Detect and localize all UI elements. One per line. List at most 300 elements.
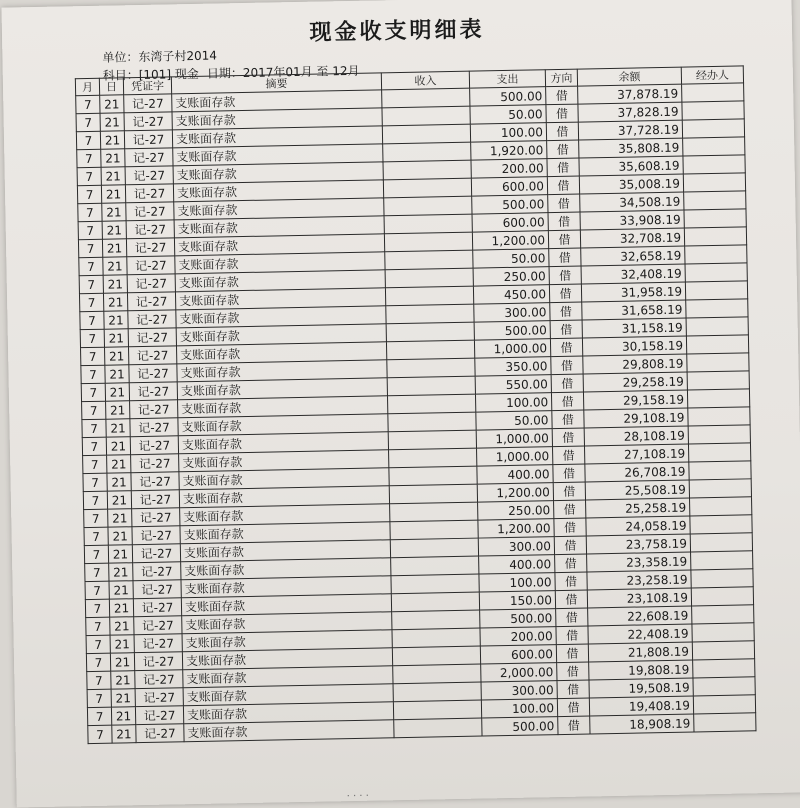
voucher-cell: 记-27 bbox=[132, 508, 180, 527]
income-cell bbox=[384, 196, 472, 216]
expense-cell: 50.00 bbox=[473, 249, 549, 268]
direction-cell: 借 bbox=[546, 122, 578, 141]
summary-cell: 支账面存款 bbox=[183, 684, 393, 706]
month-cell: 7 bbox=[77, 149, 101, 167]
balance-cell: 24,058.19 bbox=[586, 516, 690, 536]
income-cell bbox=[389, 484, 477, 504]
column-header: 摘要 bbox=[171, 73, 381, 94]
expense-cell: 400.00 bbox=[477, 465, 553, 484]
direction-cell: 借 bbox=[548, 212, 580, 231]
expense-cell: 350.00 bbox=[475, 357, 551, 376]
income-cell bbox=[385, 286, 473, 306]
income-cell bbox=[389, 466, 477, 486]
handler-cell bbox=[690, 515, 752, 534]
month-cell: 7 bbox=[81, 347, 105, 365]
summary-cell: 支账面存款 bbox=[179, 468, 389, 490]
income-cell bbox=[383, 178, 471, 198]
income-cell bbox=[391, 556, 479, 576]
summary-cell: 支账面存款 bbox=[178, 432, 388, 454]
day-cell: 21 bbox=[104, 311, 128, 329]
month-cell: 7 bbox=[86, 653, 110, 671]
direction-cell: 借 bbox=[550, 302, 582, 321]
month-cell: 7 bbox=[82, 419, 106, 437]
voucher-cell: 记-27 bbox=[128, 310, 176, 329]
income-cell bbox=[394, 718, 482, 738]
balance-cell: 25,508.19 bbox=[585, 480, 689, 500]
balance-cell: 23,258.19 bbox=[587, 570, 691, 590]
voucher-cell: 记-27 bbox=[127, 274, 175, 293]
balance-cell: 31,658.19 bbox=[582, 300, 686, 320]
day-cell: 21 bbox=[101, 149, 125, 167]
balance-cell: 35,008.19 bbox=[579, 174, 683, 194]
handler-cell bbox=[689, 479, 751, 498]
voucher-cell: 记-27 bbox=[124, 112, 172, 131]
month-cell: 7 bbox=[80, 329, 104, 347]
voucher-cell: 记-27 bbox=[124, 94, 172, 113]
voucher-cell: 记-27 bbox=[126, 202, 174, 221]
expense-cell: 250.00 bbox=[473, 267, 549, 286]
balance-cell: 23,108.19 bbox=[587, 588, 691, 608]
day-cell: 21 bbox=[106, 419, 130, 437]
income-cell bbox=[392, 646, 480, 666]
handler-cell bbox=[685, 281, 747, 300]
balance-cell: 35,808.19 bbox=[579, 138, 683, 158]
balance-cell: 27,108.19 bbox=[584, 444, 688, 464]
day-cell: 21 bbox=[103, 293, 127, 311]
column-header: 日 bbox=[99, 78, 123, 95]
summary-cell: 支账面存款 bbox=[174, 198, 384, 220]
day-cell: 21 bbox=[111, 671, 135, 689]
page-title: 现金收支明细表 bbox=[309, 17, 485, 46]
direction-cell: 借 bbox=[549, 248, 581, 267]
expense-cell: 300.00 bbox=[478, 537, 554, 556]
expense-cell: 250.00 bbox=[478, 501, 554, 520]
direction-cell: 借 bbox=[554, 500, 586, 519]
income-cell bbox=[388, 412, 476, 432]
income-cell bbox=[386, 340, 474, 360]
balance-cell: 25,258.19 bbox=[586, 498, 690, 518]
summary-cell: 支账面存款 bbox=[172, 108, 382, 130]
expense-cell: 100.00 bbox=[470, 123, 546, 142]
balance-cell: 34,508.19 bbox=[580, 192, 684, 212]
expense-cell: 50.00 bbox=[476, 411, 552, 430]
balance-cell: 21,808.19 bbox=[588, 642, 692, 662]
summary-cell: 支账面存款 bbox=[180, 522, 390, 544]
balance-cell: 19,408.19 bbox=[589, 696, 693, 716]
direction-cell: 借 bbox=[546, 104, 578, 123]
voucher-cell: 记-27 bbox=[131, 472, 179, 491]
handler-cell bbox=[692, 605, 754, 624]
month-cell: 7 bbox=[85, 599, 109, 617]
expense-cell: 1,200.00 bbox=[478, 519, 554, 538]
direction-cell: 借 bbox=[553, 464, 585, 483]
month-cell: 7 bbox=[79, 293, 103, 311]
direction-cell: 借 bbox=[556, 626, 588, 645]
day-cell: 21 bbox=[111, 689, 135, 707]
day-cell: 21 bbox=[108, 527, 132, 545]
handler-cell bbox=[683, 137, 745, 156]
income-cell bbox=[387, 358, 475, 378]
direction-cell: 借 bbox=[557, 698, 589, 717]
voucher-cell: 记-27 bbox=[125, 184, 173, 203]
handler-cell bbox=[684, 227, 746, 246]
subject-label: 科目：[101] 现金 bbox=[102, 66, 200, 83]
direction-cell: 借 bbox=[550, 338, 582, 357]
handler-cell bbox=[693, 677, 755, 696]
balance-cell: 29,108.19 bbox=[584, 408, 688, 428]
month-cell: 7 bbox=[82, 437, 106, 455]
column-header: 支出 bbox=[469, 70, 545, 88]
direction-cell: 借 bbox=[550, 320, 582, 339]
day-cell: 21 bbox=[105, 365, 129, 383]
direction-cell: 借 bbox=[555, 590, 587, 609]
expense-cell: 300.00 bbox=[481, 681, 557, 700]
handler-cell bbox=[685, 245, 747, 264]
handler-cell bbox=[691, 587, 753, 606]
handler-cell bbox=[691, 569, 753, 588]
summary-cell: 支账面存款 bbox=[182, 612, 392, 634]
voucher-cell: 记-27 bbox=[136, 724, 184, 743]
income-cell bbox=[386, 304, 474, 324]
summary-cell: 支账面存款 bbox=[179, 450, 389, 472]
day-cell: 21 bbox=[102, 221, 126, 239]
unit-label: 单位：东湾子村2014 bbox=[102, 48, 218, 65]
summary-cell: 支账面存款 bbox=[178, 396, 388, 418]
summary-cell: 支账面存款 bbox=[181, 576, 391, 598]
month-cell: 7 bbox=[80, 311, 104, 329]
balance-cell: 29,258.19 bbox=[583, 372, 687, 392]
month-cell: 7 bbox=[81, 365, 105, 383]
summary-cell: 支账面存款 bbox=[177, 378, 387, 400]
day-cell: 21 bbox=[100, 131, 124, 149]
income-cell bbox=[392, 628, 480, 648]
income-cell bbox=[389, 448, 477, 468]
summary-cell: 支账面存款 bbox=[181, 594, 391, 616]
month-cell: 7 bbox=[87, 671, 111, 689]
income-cell bbox=[390, 520, 478, 540]
summary-cell: 支账面存款 bbox=[172, 90, 382, 112]
expense-cell: 1,000.00 bbox=[477, 447, 553, 466]
date-range: 日期：2017年01月 至 12月 bbox=[206, 63, 360, 81]
direction-cell: 借 bbox=[552, 428, 584, 447]
expense-cell: 450.00 bbox=[473, 285, 549, 304]
handler-cell bbox=[686, 299, 748, 318]
voucher-cell: 记-27 bbox=[128, 328, 176, 347]
income-cell bbox=[385, 268, 473, 288]
voucher-cell: 记-27 bbox=[131, 490, 179, 509]
handler-cell bbox=[682, 101, 744, 120]
expense-cell: 50.00 bbox=[470, 105, 546, 124]
handler-cell bbox=[688, 443, 750, 462]
column-header: 收入 bbox=[381, 71, 469, 90]
handler-cell bbox=[684, 191, 746, 210]
direction-cell: 借 bbox=[552, 446, 584, 465]
day-cell: 21 bbox=[109, 581, 133, 599]
summary-cell: 支账面存款 bbox=[175, 288, 385, 310]
summary-cell: 支账面存款 bbox=[182, 630, 392, 652]
direction-cell: 借 bbox=[549, 284, 581, 303]
expense-cell: 1,200.00 bbox=[472, 231, 548, 250]
voucher-cell: 记-27 bbox=[127, 256, 175, 275]
balance-cell: 32,408.19 bbox=[581, 264, 685, 284]
expense-cell: 300.00 bbox=[474, 303, 550, 322]
voucher-cell: 记-27 bbox=[135, 670, 183, 689]
income-cell bbox=[390, 538, 478, 558]
month-cell: 7 bbox=[83, 491, 107, 509]
direction-cell: 借 bbox=[549, 266, 581, 285]
column-header: 凭证字 bbox=[123, 77, 171, 95]
month-cell: 7 bbox=[76, 113, 100, 131]
expense-cell: 1,920.00 bbox=[471, 141, 547, 160]
day-cell: 21 bbox=[108, 545, 132, 563]
handler-cell bbox=[689, 461, 751, 480]
direction-cell: 借 bbox=[551, 356, 583, 375]
expense-cell: 600.00 bbox=[471, 177, 547, 196]
expense-cell: 550.00 bbox=[475, 375, 551, 394]
month-cell: 7 bbox=[83, 473, 107, 491]
direction-cell: 借 bbox=[558, 716, 590, 735]
summary-cell: 支账面存款 bbox=[174, 234, 384, 256]
summary-cell: 支账面存款 bbox=[183, 702, 393, 724]
day-cell: 21 bbox=[105, 383, 129, 401]
balance-cell: 19,808.19 bbox=[589, 660, 693, 680]
summary-cell: 支账面存款 bbox=[183, 666, 393, 688]
expense-cell: 600.00 bbox=[472, 213, 548, 232]
direction-cell: 借 bbox=[546, 86, 578, 105]
voucher-cell: 记-27 bbox=[128, 346, 176, 365]
balance-cell: 26,708.19 bbox=[585, 462, 689, 482]
day-cell: 21 bbox=[112, 725, 136, 743]
handler-cell bbox=[692, 623, 754, 642]
direction-cell: 借 bbox=[555, 572, 587, 591]
month-cell: 7 bbox=[77, 167, 101, 185]
voucher-cell: 记-27 bbox=[135, 688, 183, 707]
month-cell: 7 bbox=[83, 455, 107, 473]
expense-cell: 150.00 bbox=[479, 591, 555, 610]
expense-cell: 400.00 bbox=[479, 555, 555, 574]
income-cell bbox=[387, 394, 475, 414]
handler-cell bbox=[683, 173, 745, 192]
income-cell bbox=[393, 682, 481, 702]
summary-cell: 支账面存款 bbox=[178, 414, 388, 436]
month-cell: 7 bbox=[78, 203, 102, 221]
day-cell: 21 bbox=[101, 185, 125, 203]
handler-cell bbox=[688, 425, 750, 444]
balance-cell: 23,758.19 bbox=[586, 534, 690, 554]
month-cell: 7 bbox=[84, 527, 108, 545]
voucher-cell: 记-27 bbox=[133, 598, 181, 617]
expense-cell: 500.00 bbox=[474, 321, 550, 340]
income-cell bbox=[385, 250, 473, 270]
direction-cell: 借 bbox=[547, 140, 579, 159]
summary-cell: 支账面存款 bbox=[176, 306, 386, 328]
balance-cell: 28,108.19 bbox=[584, 426, 688, 446]
balance-cell: 32,658.19 bbox=[581, 246, 685, 266]
voucher-cell: 记-27 bbox=[134, 634, 182, 653]
day-cell: 21 bbox=[109, 563, 133, 581]
balance-cell: 37,878.19 bbox=[578, 84, 682, 104]
income-cell bbox=[391, 574, 479, 594]
voucher-cell: 记-27 bbox=[131, 454, 179, 473]
direction-cell: 借 bbox=[548, 230, 580, 249]
month-cell: 7 bbox=[76, 95, 100, 113]
voucher-cell: 记-27 bbox=[133, 580, 181, 599]
balance-cell: 22,608.19 bbox=[588, 606, 692, 626]
summary-cell: 支账面存款 bbox=[182, 648, 392, 670]
balance-cell: 37,828.19 bbox=[578, 102, 682, 122]
direction-cell: 借 bbox=[547, 176, 579, 195]
expense-cell: 200.00 bbox=[480, 627, 556, 646]
handler-cell bbox=[682, 119, 744, 138]
summary-cell: 支账面存款 bbox=[176, 342, 386, 364]
income-cell bbox=[393, 664, 481, 684]
summary-cell: 支账面存款 bbox=[176, 324, 386, 346]
handler-cell bbox=[691, 551, 753, 570]
balance-cell: 31,158.19 bbox=[582, 318, 686, 338]
month-cell: 7 bbox=[79, 275, 103, 293]
income-cell bbox=[384, 232, 472, 252]
month-cell: 7 bbox=[77, 185, 101, 203]
balance-cell: 19,508.19 bbox=[589, 678, 693, 698]
summary-cell: 支账面存款 bbox=[179, 486, 389, 508]
income-cell bbox=[392, 610, 480, 630]
summary-cell: 支账面存款 bbox=[180, 504, 390, 526]
day-cell: 21 bbox=[100, 95, 124, 113]
balance-cell: 29,158.19 bbox=[583, 390, 687, 410]
month-cell: 7 bbox=[87, 707, 111, 725]
balance-cell: 35,608.19 bbox=[579, 156, 683, 176]
expense-cell: 500.00 bbox=[482, 717, 558, 736]
day-cell: 21 bbox=[111, 707, 135, 725]
handler-cell bbox=[686, 317, 748, 336]
voucher-cell: 记-27 bbox=[132, 526, 180, 545]
month-cell: 7 bbox=[88, 725, 112, 743]
income-cell bbox=[382, 106, 470, 126]
day-cell: 21 bbox=[102, 239, 126, 257]
page-footer-mark: · · · · bbox=[346, 790, 370, 803]
direction-cell: 借 bbox=[553, 482, 585, 501]
income-cell bbox=[387, 376, 475, 396]
day-cell: 21 bbox=[107, 491, 131, 509]
handler-cell bbox=[687, 371, 749, 390]
day-cell: 21 bbox=[101, 167, 125, 185]
handler-cell bbox=[686, 335, 748, 354]
month-cell: 7 bbox=[85, 563, 109, 581]
income-cell bbox=[382, 124, 470, 144]
voucher-cell: 记-27 bbox=[130, 418, 178, 437]
voucher-cell: 记-27 bbox=[134, 652, 182, 671]
day-cell: 21 bbox=[108, 509, 132, 527]
summary-cell: 支账面存款 bbox=[174, 216, 384, 238]
day-cell: 21 bbox=[106, 437, 130, 455]
column-header: 方向 bbox=[545, 69, 577, 87]
voucher-cell: 记-27 bbox=[130, 436, 178, 455]
direction-cell: 借 bbox=[557, 680, 589, 699]
direction-cell: 借 bbox=[548, 194, 580, 213]
income-cell bbox=[393, 700, 481, 720]
voucher-cell: 记-27 bbox=[124, 130, 172, 149]
voucher-cell: 记-27 bbox=[125, 148, 173, 167]
day-cell: 21 bbox=[110, 617, 134, 635]
month-cell: 7 bbox=[86, 635, 110, 653]
direction-cell: 借 bbox=[554, 518, 586, 537]
day-cell: 21 bbox=[107, 473, 131, 491]
summary-cell: 支账面存款 bbox=[175, 270, 385, 292]
income-cell bbox=[386, 322, 474, 342]
income-cell bbox=[390, 502, 478, 522]
voucher-cell: 记-27 bbox=[133, 562, 181, 581]
day-cell: 21 bbox=[107, 455, 131, 473]
expense-cell: 1,200.00 bbox=[477, 483, 553, 502]
direction-cell: 借 bbox=[547, 158, 579, 177]
handler-cell bbox=[693, 659, 755, 678]
expense-cell: 500.00 bbox=[470, 87, 546, 106]
month-cell: 7 bbox=[84, 509, 108, 527]
direction-cell: 借 bbox=[555, 554, 587, 573]
day-cell: 21 bbox=[110, 635, 134, 653]
handler-cell bbox=[690, 497, 752, 516]
day-cell: 21 bbox=[110, 653, 134, 671]
expense-cell: 500.00 bbox=[472, 195, 548, 214]
month-cell: 7 bbox=[82, 401, 106, 419]
day-cell: 21 bbox=[103, 257, 127, 275]
day-cell: 21 bbox=[109, 599, 133, 617]
expense-cell: 100.00 bbox=[475, 393, 551, 412]
balance-cell: 22,408.19 bbox=[588, 624, 692, 644]
direction-cell: 借 bbox=[551, 392, 583, 411]
voucher-cell: 记-27 bbox=[126, 220, 174, 239]
direction-cell: 借 bbox=[554, 536, 586, 555]
expense-cell: 1,000.00 bbox=[476, 429, 552, 448]
handler-cell bbox=[682, 83, 744, 102]
month-cell: 7 bbox=[78, 239, 102, 257]
expense-cell: 100.00 bbox=[481, 699, 557, 718]
direction-cell: 借 bbox=[551, 374, 583, 393]
month-cell: 7 bbox=[81, 383, 105, 401]
expense-cell: 2,000.00 bbox=[481, 663, 557, 682]
handler-cell bbox=[690, 533, 752, 552]
expense-cell: 500.00 bbox=[480, 609, 556, 628]
day-cell: 21 bbox=[102, 203, 126, 221]
handler-cell bbox=[683, 155, 745, 174]
month-cell: 7 bbox=[87, 689, 111, 707]
balance-cell: 30,158.19 bbox=[582, 336, 686, 356]
day-cell: 21 bbox=[104, 329, 128, 347]
column-header: 经办人 bbox=[681, 66, 743, 84]
day-cell: 21 bbox=[100, 113, 124, 131]
voucher-cell: 记-27 bbox=[130, 400, 178, 419]
month-cell: 7 bbox=[79, 257, 103, 275]
month-cell: 7 bbox=[86, 617, 110, 635]
summary-cell: 支账面存款 bbox=[173, 144, 383, 166]
voucher-cell: 记-27 bbox=[134, 616, 182, 635]
month-cell: 7 bbox=[78, 221, 102, 239]
voucher-cell: 记-27 bbox=[129, 382, 177, 401]
voucher-cell: 记-27 bbox=[126, 238, 174, 257]
balance-cell: 37,728.19 bbox=[578, 120, 682, 140]
day-cell: 21 bbox=[106, 401, 130, 419]
summary-cell: 支账面存款 bbox=[172, 126, 382, 148]
voucher-cell: 记-27 bbox=[132, 544, 180, 563]
direction-cell: 借 bbox=[557, 662, 589, 681]
summary-cell: 支账面存款 bbox=[173, 162, 383, 184]
handler-cell bbox=[693, 695, 755, 714]
summary-cell: 支账面存款 bbox=[181, 558, 391, 580]
voucher-cell: 记-27 bbox=[125, 166, 173, 185]
day-cell: 21 bbox=[105, 347, 129, 365]
summary-cell: 支账面存款 bbox=[177, 360, 387, 382]
day-cell: 21 bbox=[103, 275, 127, 293]
